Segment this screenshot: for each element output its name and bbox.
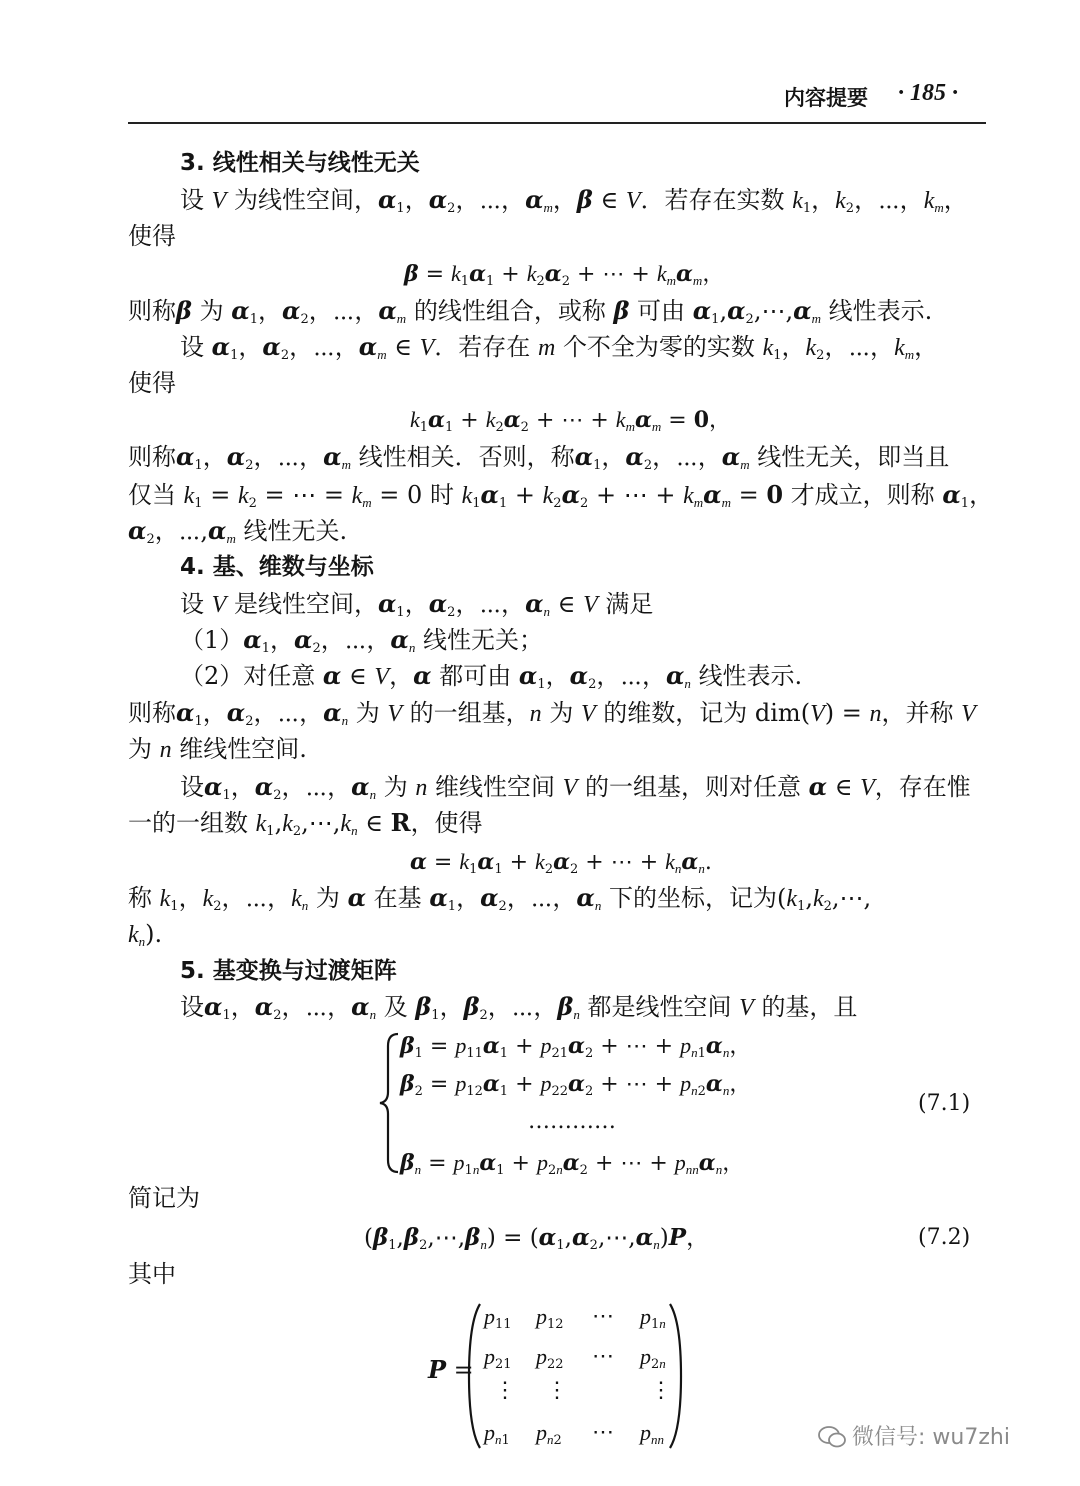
matrix-cell: $p_{n2}$: [536, 1420, 562, 1448]
matrix-label: P =: [428, 1355, 474, 1384]
page-number: · 185 ·: [898, 80, 958, 106]
matrix-cell: ⋮: [650, 1378, 672, 1403]
section-4-heading: 4. 基、维数与坐标: [180, 554, 374, 580]
s4-line-6: 称 $k_1$，$k_2$，⋯，$k_n$ 为 α 在基 $\alpha_1$，$\alpha_2$，⋯，$\alpha_n$ 下的坐标，记为($k_1,k_2,\cdots$,: [128, 883, 872, 914]
equation-number-7-1: (7.1): [918, 1091, 971, 1116]
matrix-cell: $p_{21}$: [484, 1344, 512, 1372]
s4-item-1: $(1)\alpha_1$，$\alpha_2$，⋯，$\alpha_n$ 线性无关；: [180, 625, 543, 656]
running-header-title: 内容提要: [784, 86, 868, 110]
matrix-cell: $p_{22}$: [536, 1344, 564, 1372]
equation-number-7-2: (7.2): [918, 1225, 971, 1250]
s4-line-1: 设 V 是线性空间，$\alpha_1$，$\alpha_2$，⋯，$\alpha_n$ ∈ V 满足: [180, 589, 654, 620]
s3-line-8: $\alpha_2$，$\cdots,\alpha_m$ 线性无关.: [128, 516, 348, 547]
s3-line-4: 设 $\alpha_1$，$\alpha_2$，⋯，$\alpha_m$ ∈ V．若存在 m 个不全为零的实数 $k_1$，$k_2$，⋯，$k_m$，: [180, 332, 939, 363]
s3-line-1: 设 V 为线性空间，$\alpha_1$，$\alpha_2$，⋯，$\alpha_m$，β ∈ V．若存在实数 $k_1$，$k_2$，⋯，$k_m$，: [180, 185, 968, 216]
matrix-cell: ⋮: [494, 1378, 516, 1403]
s5-line-2: 简记为: [128, 1184, 200, 1212]
equation-coordinates: $\alpha = k_1\alpha_1 + k_2\alpha_2$ + ⋯ + $k_n\alpha_n$.: [410, 849, 712, 877]
matrix-cell: ⋯: [592, 1344, 614, 1369]
s3-line-3: 则称β 为 $\alpha_1$，$\alpha_2$，⋯，$\alpha_m$ 的线性组合，或称 β 可由 $\alpha_1,\alpha_2,\cdots,\alpha_m$ 线性表示.: [128, 296, 933, 327]
s3-line-7: 仅当 $k_1 = k_2$ = ⋯ = $k_m = 0$ 时 $k_1\alpha_1 + k_2\alpha_2$ + ⋯ + $k_m\alpha_m = 0$ 才成立，则称 $\alpha_1$，: [128, 480, 994, 511]
matrix-cell: $p_{1n}$: [640, 1304, 666, 1332]
s5-line-1: 设$\alpha_1$，$\alpha_2$，⋯，$\alpha_n$ 及 $\beta_1$，$\beta_2$，⋯，$\beta_n$ 都是线性空间 V 的基，且: [180, 992, 858, 1023]
wechat-watermark: 微信号: wu7zhi: [818, 1420, 1010, 1451]
s3-line-5: 使得: [128, 369, 176, 397]
system-row-1: $\beta_1 = p_{11}\alpha_1 + p_{21}\alpha_2$ + ⋯ + $p_{n1}\alpha_n$，: [400, 1033, 752, 1061]
system-dots-row: …………: [528, 1109, 616, 1134]
section-3-heading: 3. 线性相关与线性无关: [180, 150, 420, 176]
equation-linear-dependence: $k_1\alpha_1 + k_2\alpha_2$ + ⋯ + $k_m\alpha_m = 0$，: [410, 407, 732, 435]
matrix-cell: $p_{12}$: [536, 1304, 564, 1332]
matrix-right-paren: [668, 1302, 684, 1450]
s3-line-2: 使得: [128, 222, 176, 250]
header-rule: [128, 122, 986, 124]
s4-item-2: （2）对任意 α ∈ V，α 都可由 $\alpha_1$，$\alpha_2$，⋯，$\alpha_n$ 线性表示.: [180, 661, 803, 692]
s4-line-2: 则称$\alpha_1$，$\alpha_2$，⋯，$\alpha_n$ 为 V 的一组基，n 为 V 的维数，记为 dim(V) = n，并称 V: [128, 698, 976, 729]
wechat-icon: [818, 1425, 846, 1449]
equation-matrix-form: $(\beta_1,\beta_2,\cdots,\beta_n)$ = $(\alpha_1,\alpha_2,\cdots,\alpha_n)P$，: [364, 1224, 710, 1253]
s4-line-3: 为 n 维线性空间.: [128, 735, 307, 763]
system-row-2: $\beta_2 = p_{12}\alpha_1 + p_{22}\alpha_2$ + ⋯ + $p_{n2}\alpha_n$，: [400, 1071, 752, 1099]
left-brace: [376, 1030, 402, 1176]
matrix-left-paren: [466, 1302, 482, 1450]
section-5-heading: 5. 基变换与过渡矩阵: [180, 958, 397, 984]
s4-line-7: $k_n$).: [128, 920, 163, 949]
matrix-cell: $p_{nn}$: [640, 1420, 664, 1447]
s3-line-6: 则称$\alpha_1$，$\alpha_2$，⋯，$\alpha_m$ 线性相关．否则，称$\alpha_1$，$\alpha_2$，⋯，$\alpha_m$ 线性无关，即当且: [128, 442, 950, 473]
system-row-n: $\beta_n = p_{1n}\alpha_1 + p_{2n}\alpha_2$ + ⋯ + $p_{nn}\alpha_n$，: [400, 1150, 745, 1178]
equation-linear-combination: $\beta = k_1\alpha_1 + k_2\alpha_2$ + ⋯ + $k_m\alpha_m$，: [404, 261, 725, 289]
matrix-cell: $p_{n1}$: [484, 1420, 510, 1448]
s5-line-3: 其中: [128, 1260, 176, 1288]
matrix-cell: ⋮: [546, 1378, 568, 1403]
matrix-cell: $p_{11}$: [484, 1304, 512, 1332]
matrix-cell: $p_{2n}$: [640, 1344, 666, 1372]
s4-line-4: 设$\alpha_1$，$\alpha_2$，⋯，$\alpha_n$ 为 n 维线性空间 V 的一组基，则对任意 α ∈ V，存在惟: [180, 772, 971, 803]
s4-line-5: 一的一组数 $k_1,k_2,\cdots,k_n$ ∈ R，使得: [128, 808, 483, 839]
matrix-cell: ⋯: [592, 1420, 614, 1445]
matrix-cell: ⋯: [592, 1304, 614, 1329]
